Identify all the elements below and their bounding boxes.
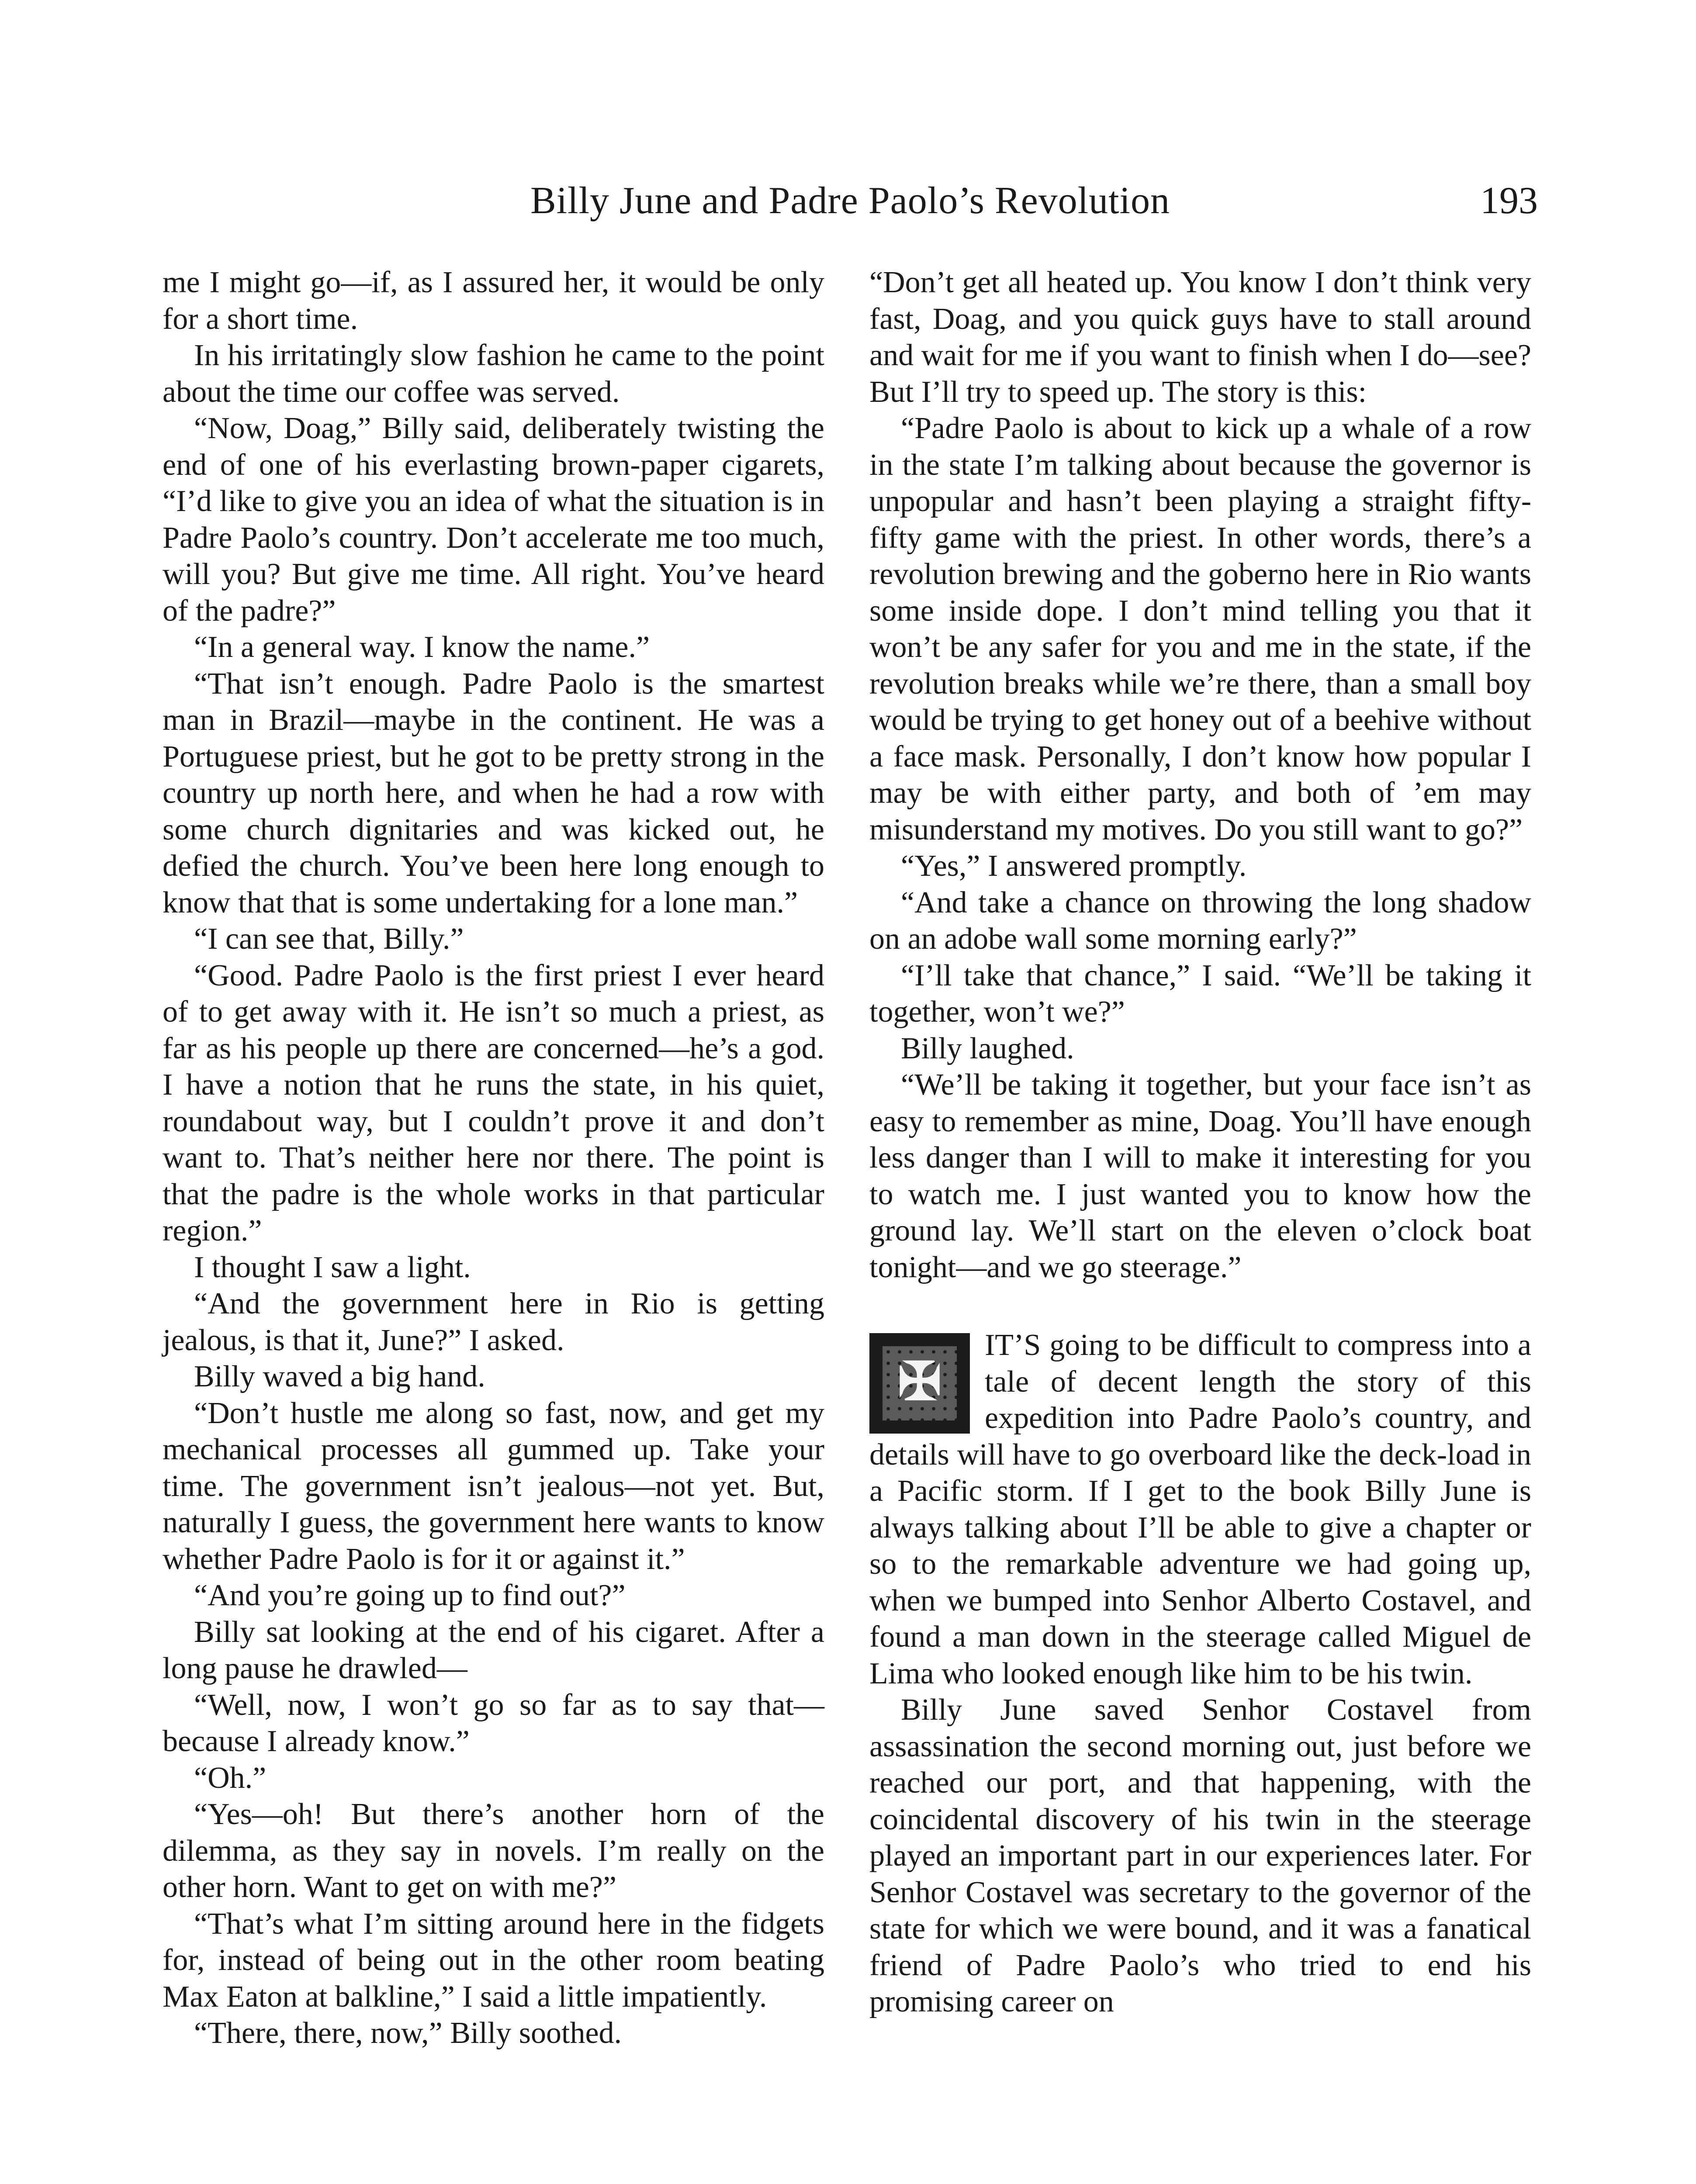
paragraph: Billy laughed. xyxy=(901,1031,1074,1065)
paragraph: “And take a chance on throwing the long shadow on an adobe wall some morning early?” xyxy=(869,885,1531,956)
paragraph: “That isn’t enough. Padre Paolo is the smartest man in Brazil—maybe in the continent. He was a Portuguese priest, but he got to be pretty strong in the country up north here, and when he had a row with some church dignitaries and was kicked out, he defied the church. You’ve been here long enough to know that that is some undertaking for a lone man.” xyxy=(163,667,824,919)
paragraph: “In a general way. I know the name.” xyxy=(194,630,650,664)
paragraph: “And the government here in Rio is getting jealous, is that it, June?” I asked. xyxy=(163,1287,824,1357)
paragraph: “Oh.” xyxy=(194,1761,267,1795)
paragraph: “Don’t get all heated up. You know I don’t think very fast, Doag, and you quick guys have to stall around and wait for me if you want to finish when I do—see? But I’ll try to speed up. The story is this: xyxy=(869,266,1531,409)
paragraph: In his irritatingly slow fashion he came to the point about the time our coffee was served. xyxy=(163,339,824,409)
ornamental-initial-icon xyxy=(869,1333,970,1434)
paragraph: Billy sat looking at the end of his cigaret. After a long pause he drawled— xyxy=(163,1615,824,1685)
paragraph: “Good. Padre Paolo is the first priest I ever heard of to get away with it. He isn’t so much a priest, as far as his people up there are concerned—he’s a god. I have a notion that he runs the state, in his quiet, roundabout way, but I couldn’t prove it and don’t want to. That’s neither here nor there. The point is that the padre is the whole works in that particular region.” xyxy=(163,958,824,1248)
paragraph: “Yes—oh! But there’s another horn of the dilemma, as they say in novels. I’m really on the other horn. Want to get on with me?” xyxy=(163,1797,824,1904)
paragraph: Billy June saved Senhor Costavel from assassination the second morning out, just before we reached our port, and that happening, with the coincidental discovery of his twin in the steerage played an important part in our experiences later. For Senhor Costavel was secretary to the governor of the state for which we were bound, and it was a fanatical friend of Padre Paolo’s who tried to end his promising career on xyxy=(869,1693,1531,2018)
page-number: 193 xyxy=(1480,180,1538,222)
paragraph: “Yes,” I answered promptly. xyxy=(901,849,1247,883)
paragraph: Billy waved a big hand. xyxy=(194,1360,485,1393)
page-header xyxy=(163,173,1538,238)
running-title: Billy June and Padre Paolo’s Revolution xyxy=(530,180,1170,222)
paragraph: “Don’t hustle me along so fast, now, and get my mechanical processes all gummed up. Take your time. The government isn’t jealous—not yet. But, naturally I guess, the government here wants to know whether Padre Paolo is for it or against it.” xyxy=(163,1396,824,1576)
paragraph: “Now, Doag,” Billy said, deliberately twisting the end of one of his everlasting brown-paper cigarets, “I’d like to give you an idea of what the situation is in Padre Paolo’s country. Don’t accelerate me too much, will you? But give me time. All right. You’ve heard of the padre?” xyxy=(163,411,824,628)
paragraph: “Well, now, I won’t go so far as to say that—because I already know.” xyxy=(163,1688,824,1758)
section-break xyxy=(869,1286,1531,1327)
right-column xyxy=(869,264,1531,2020)
ornament-glyph-icon: ✠ xyxy=(897,1353,942,1411)
paragraph: “Padre Paolo is about to kick up a whale of a row in the state I’m talking about because the governor is unpopular and hasn’t been playing a straight fifty-fifty game with the priest. In other words, there’s a revolution brewing and the goberno here in Rio wants some inside dope. I don’t mind telling you that it won’t be any safer for you and me in the state, if the revolution breaks while we’re there, than a small boy would be trying to get honey out of a beehive without a face mask. Personally, I don’t know how popular I may be with either party, and both of ’em may misunderstand my motives. Do you still want to go?” xyxy=(869,411,1531,847)
left-column xyxy=(163,264,824,2052)
paragraph: “There, there, now,” Billy soothed. xyxy=(194,2016,622,2050)
paragraph: “We’ll be taking it together, but your face isn’t as easy to remember as mine, Doag. You’ll have enough less danger than I will to make it interesting for you to watch me. I just wanted you to know how the ground lay. We’ll start on the eleven o’clock boat tonight—and we go steerage.” xyxy=(869,1068,1531,1284)
paragraph: “That’s what I’m sitting around here in the fidgets for, instead of being out in the other room beating Max Eaton at balkline,” I said a little impatiently. xyxy=(163,1907,824,2014)
paragraph: “And you’re going up to find out?” xyxy=(194,1579,626,1612)
paragraph: “I’ll take that chance,” I said. “We’ll be taking it together, won’t we?” xyxy=(869,958,1531,1029)
paragraph: me I might go—if, as I assured her, it would be only for a short time. xyxy=(163,266,824,336)
paragraph: I thought I saw a light. xyxy=(194,1250,471,1284)
section-opening-paragraph: IT’S going to be difficult to compress into a tale of decent length the story of this expedition into Padre Paolo’s country, and details will have to go overboard like the deck-load in a Pacific storm. If I get to the book Billy June is always talking about I’ll be able to give a chapter or so to the remarkable adventure we had going up, when we bumped into Senhor Alberto Costavel, and found a man down in the steerage called Miguel de Lima who looked enough like him to be his twin. xyxy=(869,1328,1531,1690)
paragraph: “I can see that, Billy.” xyxy=(194,922,464,956)
